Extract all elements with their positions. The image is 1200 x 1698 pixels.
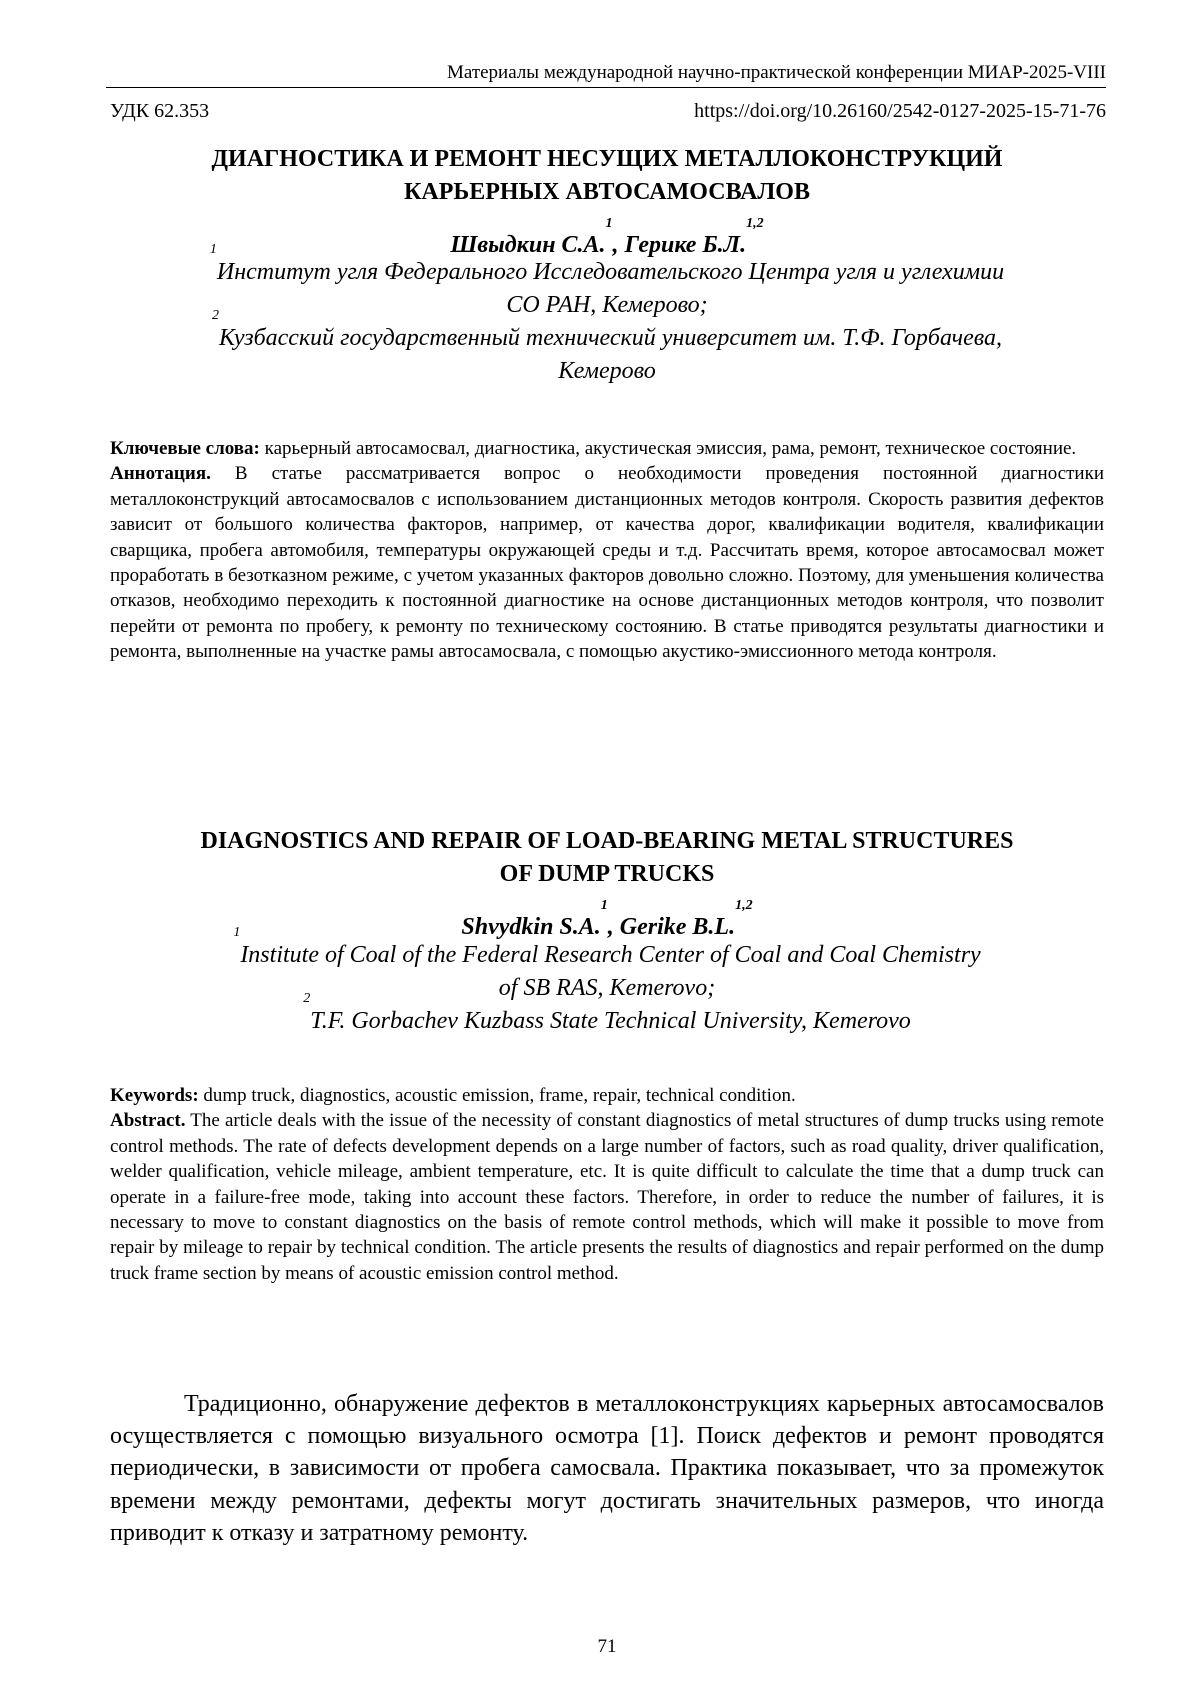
en-title-line1: DIAGNOSTICS AND REPAIR OF LOAD-BEARING METAL STRUCTURES xyxy=(200,828,1014,854)
en-author1-sup: 1 xyxy=(600,898,608,913)
body-paragraph: Традиционно, обнаружение дефектов в металлоконструкциях карьерных автосамосвалов осуществляется с помощью визуального осмотра [1]. Поиск дефектов и ремонт проводятся периодически, в зависимости от пробега самосвала. Практика показывает, что за промежуток времени между ремонтами, дефекты могут достигать значительных размеров, что иногда приводит к отказу и затратному ремонту. xyxy=(110,1391,1104,1546)
ru-author-sep: , xyxy=(612,232,625,258)
ru-author1: Швыдкин С.А. xyxy=(450,232,606,258)
ru-title xyxy=(110,143,1104,209)
ru-affil2-line1 xyxy=(110,308,1104,355)
en-affil2-sup: 2 xyxy=(303,991,311,1006)
ru-keywords-label: Ключевые слова: xyxy=(110,438,260,459)
en-affil1-sup: 1 xyxy=(233,925,241,940)
en-affil1-text: Institute of Coal of the Federal Research Center of Coal and Coal Chemistry xyxy=(240,942,981,968)
running-head: Материалы международной научно-практической конференции МИАР-2025-VIII xyxy=(446,62,1106,83)
en-affil2-text: T.F. Gorbachev Kuzbass State Technical University, Kemerovo xyxy=(310,1008,911,1034)
en-abstract-block xyxy=(110,1083,1104,1286)
ru-author1-sup: 1 xyxy=(605,216,613,231)
en-abstract xyxy=(110,1108,1104,1286)
meta-line xyxy=(110,99,1106,123)
ru-author2: Герике Б.Л. xyxy=(624,232,747,258)
en-author2: Gerike B.L. xyxy=(619,914,736,940)
en-affil1-line2: of SB RAS, Kemerovo; xyxy=(498,975,716,1001)
en-keywords xyxy=(110,1083,1104,1108)
header-rule xyxy=(106,87,1106,88)
en-abstract-label: Abstract. xyxy=(110,1110,186,1132)
ru-title-line1: ДИАГНОСТИКА И РЕМОНТ НЕСУЩИХ МЕТАЛЛОКОНСТРУКЦИЙ xyxy=(211,146,1003,172)
en-author-sep: , xyxy=(607,914,620,940)
ru-abstract xyxy=(110,461,1104,664)
en-title-line2: OF DUMP TRUCKS xyxy=(499,861,715,887)
en-affil2-line1 xyxy=(110,991,1104,1038)
ru-affil2-sup: 2 xyxy=(211,308,219,323)
ru-affil1-line2: СО РАН, Кемерово; xyxy=(506,292,708,318)
ru-abstract-text: В статье рассматривается вопрос о необходимости проведения постоянной диагностики металлоконструкций автосамосвалов с использованием дистанционных методов контроля. Скорость развития дефектов зависит от большого количества факторов, например, от качества дорог, квалификации водителя, квалификации сварщика, пробега автомобиля, температуры окружающей среды и т.д. Рассчитать время, которое автосамосвал может проработать в безотказном режиме, с учетом указанных факторов довольно сложно. Поэтому, для уменьшения количества отказов, необходимо переходить к постоянной диагностике на основе дистанционных методов контроля, что позволит перейти от ремонта по пробегу, к ремонту по техническому состоянию. В статье приводятся результаты диагностики и ремонта, выполненные на участке рамы автосамосвала, с помощью акустико-эмиссионного метода контроля. xyxy=(110,463,1104,663)
ru-keywords-text: карьерный автосамосвал, диагностика, акустическая эмиссия, рама, ремонт, техническое состояние. xyxy=(259,438,1077,459)
page-number: 71 xyxy=(597,1636,617,1657)
ru-title-line2: КАРЬЕРНЫХ АВТОСАМОСВАЛОВ xyxy=(404,179,810,205)
ru-affil1-text: Институт угля Федерального Исследовательского Центра угля и углехимии xyxy=(216,259,1005,285)
ru-author2-sup: 1,2 xyxy=(746,216,764,231)
ru-abstract-block xyxy=(110,436,1104,665)
en-authors xyxy=(110,898,1104,942)
en-abstract-text: The article deals with the issue of the necessity of constant diagnostics of metal structures of dump trucks using remote control methods. The rate of defects development depends on a large number of factors, such as road quality, driver qualification, welder qualification, vehicle mileage, ambient temperature, etc. It is quite difficult to calculate the time that a dump truck can operate in a failure-free mode, taking into account these factors. Therefore, in order to reduce the number of failures, it is necessary to move to constant diagnostics on the basis of remote control methods, which will make it possible to move from repair by mileage to repair by technical condition. The article presents the results of diagnostics and repair performed on the dump truck frame section by means of acoustic emission control method. xyxy=(110,1110,1104,1284)
udk-code: УДК 62.353 xyxy=(110,100,210,122)
ru-affil1-sup: 1 xyxy=(209,242,217,257)
ru-affil2-line2: Кемерово xyxy=(558,358,656,384)
en-author2-sup: 1,2 xyxy=(735,898,753,913)
ru-keywords xyxy=(110,436,1104,461)
en-title xyxy=(110,825,1104,891)
en-keywords-label: Keywords: xyxy=(110,1085,199,1106)
doi-link[interactable]: https://doi.org/10.26160/2542-0127-2025-15-71-76 xyxy=(694,100,1106,122)
en-keywords-text: dump truck, diagnostics, acoustic emission, frame, repair, technical condition. xyxy=(198,1085,796,1106)
ru-affil2-text: Кузбасский государственный технический университет им. Т.Ф. Горбачева, xyxy=(218,325,1003,351)
en-author1: Shvydkin S.A. xyxy=(461,914,601,940)
ru-abstract-label: Аннотация. xyxy=(110,463,211,485)
